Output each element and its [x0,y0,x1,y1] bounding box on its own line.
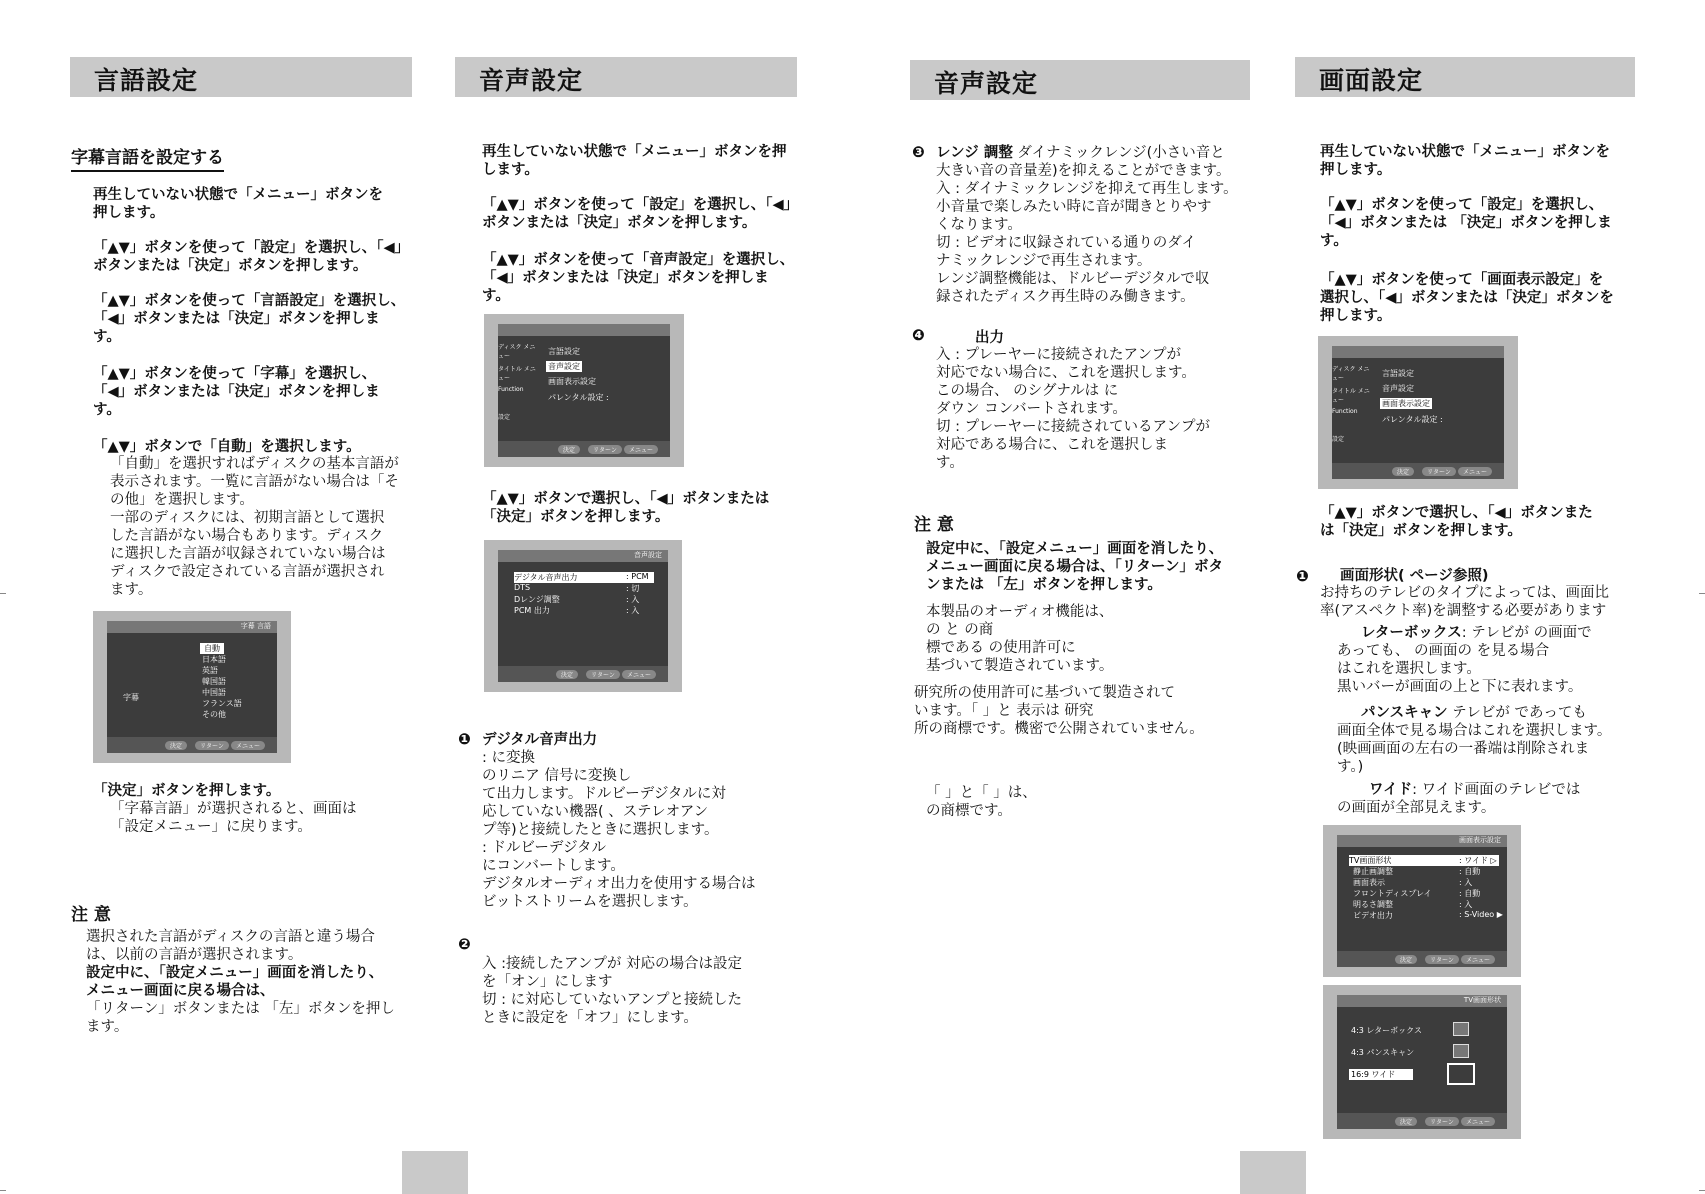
audio-setup-screen: 音声設定 デジタル音声出力 : PCM DTS : 切 Dレンジ調整 : 入 PCM 出力 : 入 決定 リターン メニュー [484,540,682,692]
page-number-box-right [1240,1151,1306,1194]
paragraph-audio-license: 本製品のオーディオ機能は、 の と の商 標である の使用許可に 基づいて製造されています。 [926,604,1114,674]
step-1: 再生していない状態で「メニュー」ボタンを押 します。 [482,144,787,178]
number-1-icon: ❶ [1296,567,1309,585]
step-5: 「▲▼」ボタンで「自動」を選択します。 [93,439,361,455]
subtitle-language-screen: 字幕 言語 字幕 自動 日本語 英語 韓国語 中国語 フランス語 その他 決定 リターン メニュー [93,611,291,763]
display-setup-screen: 画面表示設定 TV画面形状 : ワイド ▷ 静止画調整 : 自動 画面表示 : 入 フロントディスプレイ : 自動 明るさ調整 : 入 ビデオ出力 : S-Video ▶ 決定 リターン メニュー [1323,825,1521,977]
tv-aspect-screen: TV画面形状 4:3 レターボックス 4:3 パンスキャン 16:9 ワイド 決定 リターン メニュー [1323,985,1521,1139]
step-4: 「▲▼」ボタンで選択し、「◀」ボタンまた は「決定」ボタンを押します。 [1320,505,1593,539]
number-1-icon: ❶ [458,730,471,748]
wide-option-icon [1447,1063,1475,1085]
item-3-text: レンジ 調整 ダイナミックレンジ(小さい音と 大きい音の音量差)を抑えることができます。 入 : ダイナミックレンジを抑えて再生します。 小音量で楽しみたい時に音が聞きとりやす くなります。 切 : ビデオに収録されている通りのダイ ナミックレンジで再生されます。 レンジ調整機能は、ドルビーデジタルで収 録されたディスク再生時のみ働きます。 [936,145,1238,305]
note-text: 設定中に、「設定メニュー」画面を消したり、 メニュー画面に戻る場合は、「リターン」ボタ ンまたは 「左」ボタンを押します。 [926,541,1224,593]
paragraph-lab-license: 研究所の使用許可に基づいて製造されて います。「 」と 表示は 研究 所の商標です。機密で公開されていません。 [914,685,1204,737]
number-3-icon: ❸ [912,143,925,161]
step-1: 再生していない状態で「メニュー」ボタンを 押します。 [93,187,383,221]
step-6: 「決定」ボタンを押します。 [93,783,281,799]
subtitle-subtitle-language: 字幕言語を設定する [71,143,224,172]
crop-mark [0,1190,6,1191]
note-text-2: 設定中に、「設定メニュー」画面を消したり、 メニュー画面に戻る場合は、 [86,965,384,999]
step-6-description: 「字幕言語」が選択されると、画面は 「設定メニュー」に戻ります。 [110,801,357,835]
crop-mark [1699,593,1705,594]
item-1-title: デジタル音声出力 [482,732,598,748]
number-4-icon: ❹ [912,326,925,344]
note-title: 注 意 [914,515,954,535]
item-1-text: : に変換 のリニア 信号に変換し て出力します。ドルビーデジタルに対 応していない機器( 、ステレオアン プ等)と接続したときに選択します。 : ドルビーデジタル にコンバートします。 デジタルオーディオ出力を使用する場合は ビットストリームを選択します。 [482,750,756,910]
note-text-3: 「リターン」ボタンまたは 「左」ボタンを押し ます。 [86,1001,395,1035]
step-2: 「▲▼」ボタンを使って「設定」を選択し、「◀」 ボタンまたは「決定」ボタンを押します。 [482,197,799,231]
setup-menu-screen: ディスク メニュー タイトル メニュー Function 設定 言語設定 音声設定 画面表示設定 パレンタル設定 : 決定 リターン メニュー [484,314,684,467]
step-4: 「▲▼」ボタンを使って「字幕」を選択し、 「◀」ボタンまたは「決定」ボタンを押しま す。 [93,366,380,418]
setup-menu-screen: ディスク メニュー タイトル メニュー Function 設定 言語設定 音声設定 画面表示設定 パレンタル設定 : 決定 リターン メニュー [1318,336,1518,489]
section-header-audio: 音声設定 [910,60,1250,100]
panscan-text: パンスキャン テレビが であっても 画面全体で見る場合はこれを選択します。 (映画画面の左右の一番端は削除されま す。) [1337,705,1612,775]
item-4-text: 入 : プレーヤーに接続されたアンプが 対応でない場合に、これを選択します。 この場合、 のシグナルは に ダウン コンバートされます。 切 : プレーヤーに接続されているアンプが 対応である場合に、これを選択しま す。 [936,347,1210,471]
wide-text: ワイド: ワイド画面のテレビでは の画面が全部見えます。 [1337,782,1581,816]
step-1: 再生していない状態で「メニュー」ボタンを 押します。 [1320,144,1610,178]
number-2-icon: ❷ [458,935,471,953]
crop-mark [0,593,6,594]
step-2: 「▲▼」ボタンを使って「設定」を選択し、 「◀」ボタンまたは 「決定」ボタンを押しま す。 [1320,197,1612,249]
crop-mark [1699,1190,1705,1191]
step-2: 「▲▼」ボタンを使って「設定」を選択し、「◀」 ボタンまたは「決定」ボタンを押します。 [93,240,410,274]
step-4: 「▲▼」ボタンで選択し、「◀」ボタンまたは 「決定」ボタンを押します。 [482,491,770,525]
section-header-display: 画面設定 [1295,57,1635,97]
step-5-description: 「自動」を選択すればディスクの基本言語が 表示されます。一覧に言語がない場合は「そ の他」を選択します。 一部のディスクには、初期言語として選択 した言語がない場合もあります。ディスク に選択した言語が収録されていない場合は ディスクで設定されている言語が選択され ます。 [110,456,399,598]
section-header-language: 言語設定 [70,57,412,97]
panscan-option-icon [1453,1044,1469,1058]
page-number-box-left [402,1151,468,1194]
paragraph-trademark: 「 」と「 」は、 の商標です。 [926,785,1037,819]
step-3: 「▲▼」ボタンを使って「画面表示設定」を 選択し、「◀」ボタンまたは「決定」ボタンを 押します。 [1320,272,1614,324]
item-4-title: 出力 [975,330,1004,346]
step-3: 「▲▼」ボタンを使って「言語設定」を選択し、 「◀」ボタンまたは「決定」ボタンを押しま す。 [93,293,406,345]
letterbox-option-icon [1453,1022,1469,1036]
note-text-1: 選択された言語がディスクの言語と違う場合 は、以前の言語が選択されます。 [86,929,375,963]
item-1-title: 画面形状( ページ参照) [1340,568,1489,584]
item-1-text: お持ちのテレビのタイプによっては、画面比 率(アスペクト率)を調整する必要があります [1320,585,1609,619]
item-2-text: 入 :接続したアンプが 対応の場合は設定 を「オン」にします 切 : に対応していないアンプと接続した ときに設定を「オフ」にします。 [482,956,743,1026]
note-title: 注 意 [71,905,111,925]
section-header-audio: 音声設定 [455,57,797,97]
letterbox-text: レターボックス: テレビが の画面で あっても、 の画面の を見る場合 はこれを選択します。 黒いバーが画面の上と下に表れます。 [1337,625,1592,695]
step-3: 「▲▼」ボタンを使って「音声設定」を選択し、 「◀」ボタンまたは「決定」ボタンを押しま す。 [482,252,795,304]
